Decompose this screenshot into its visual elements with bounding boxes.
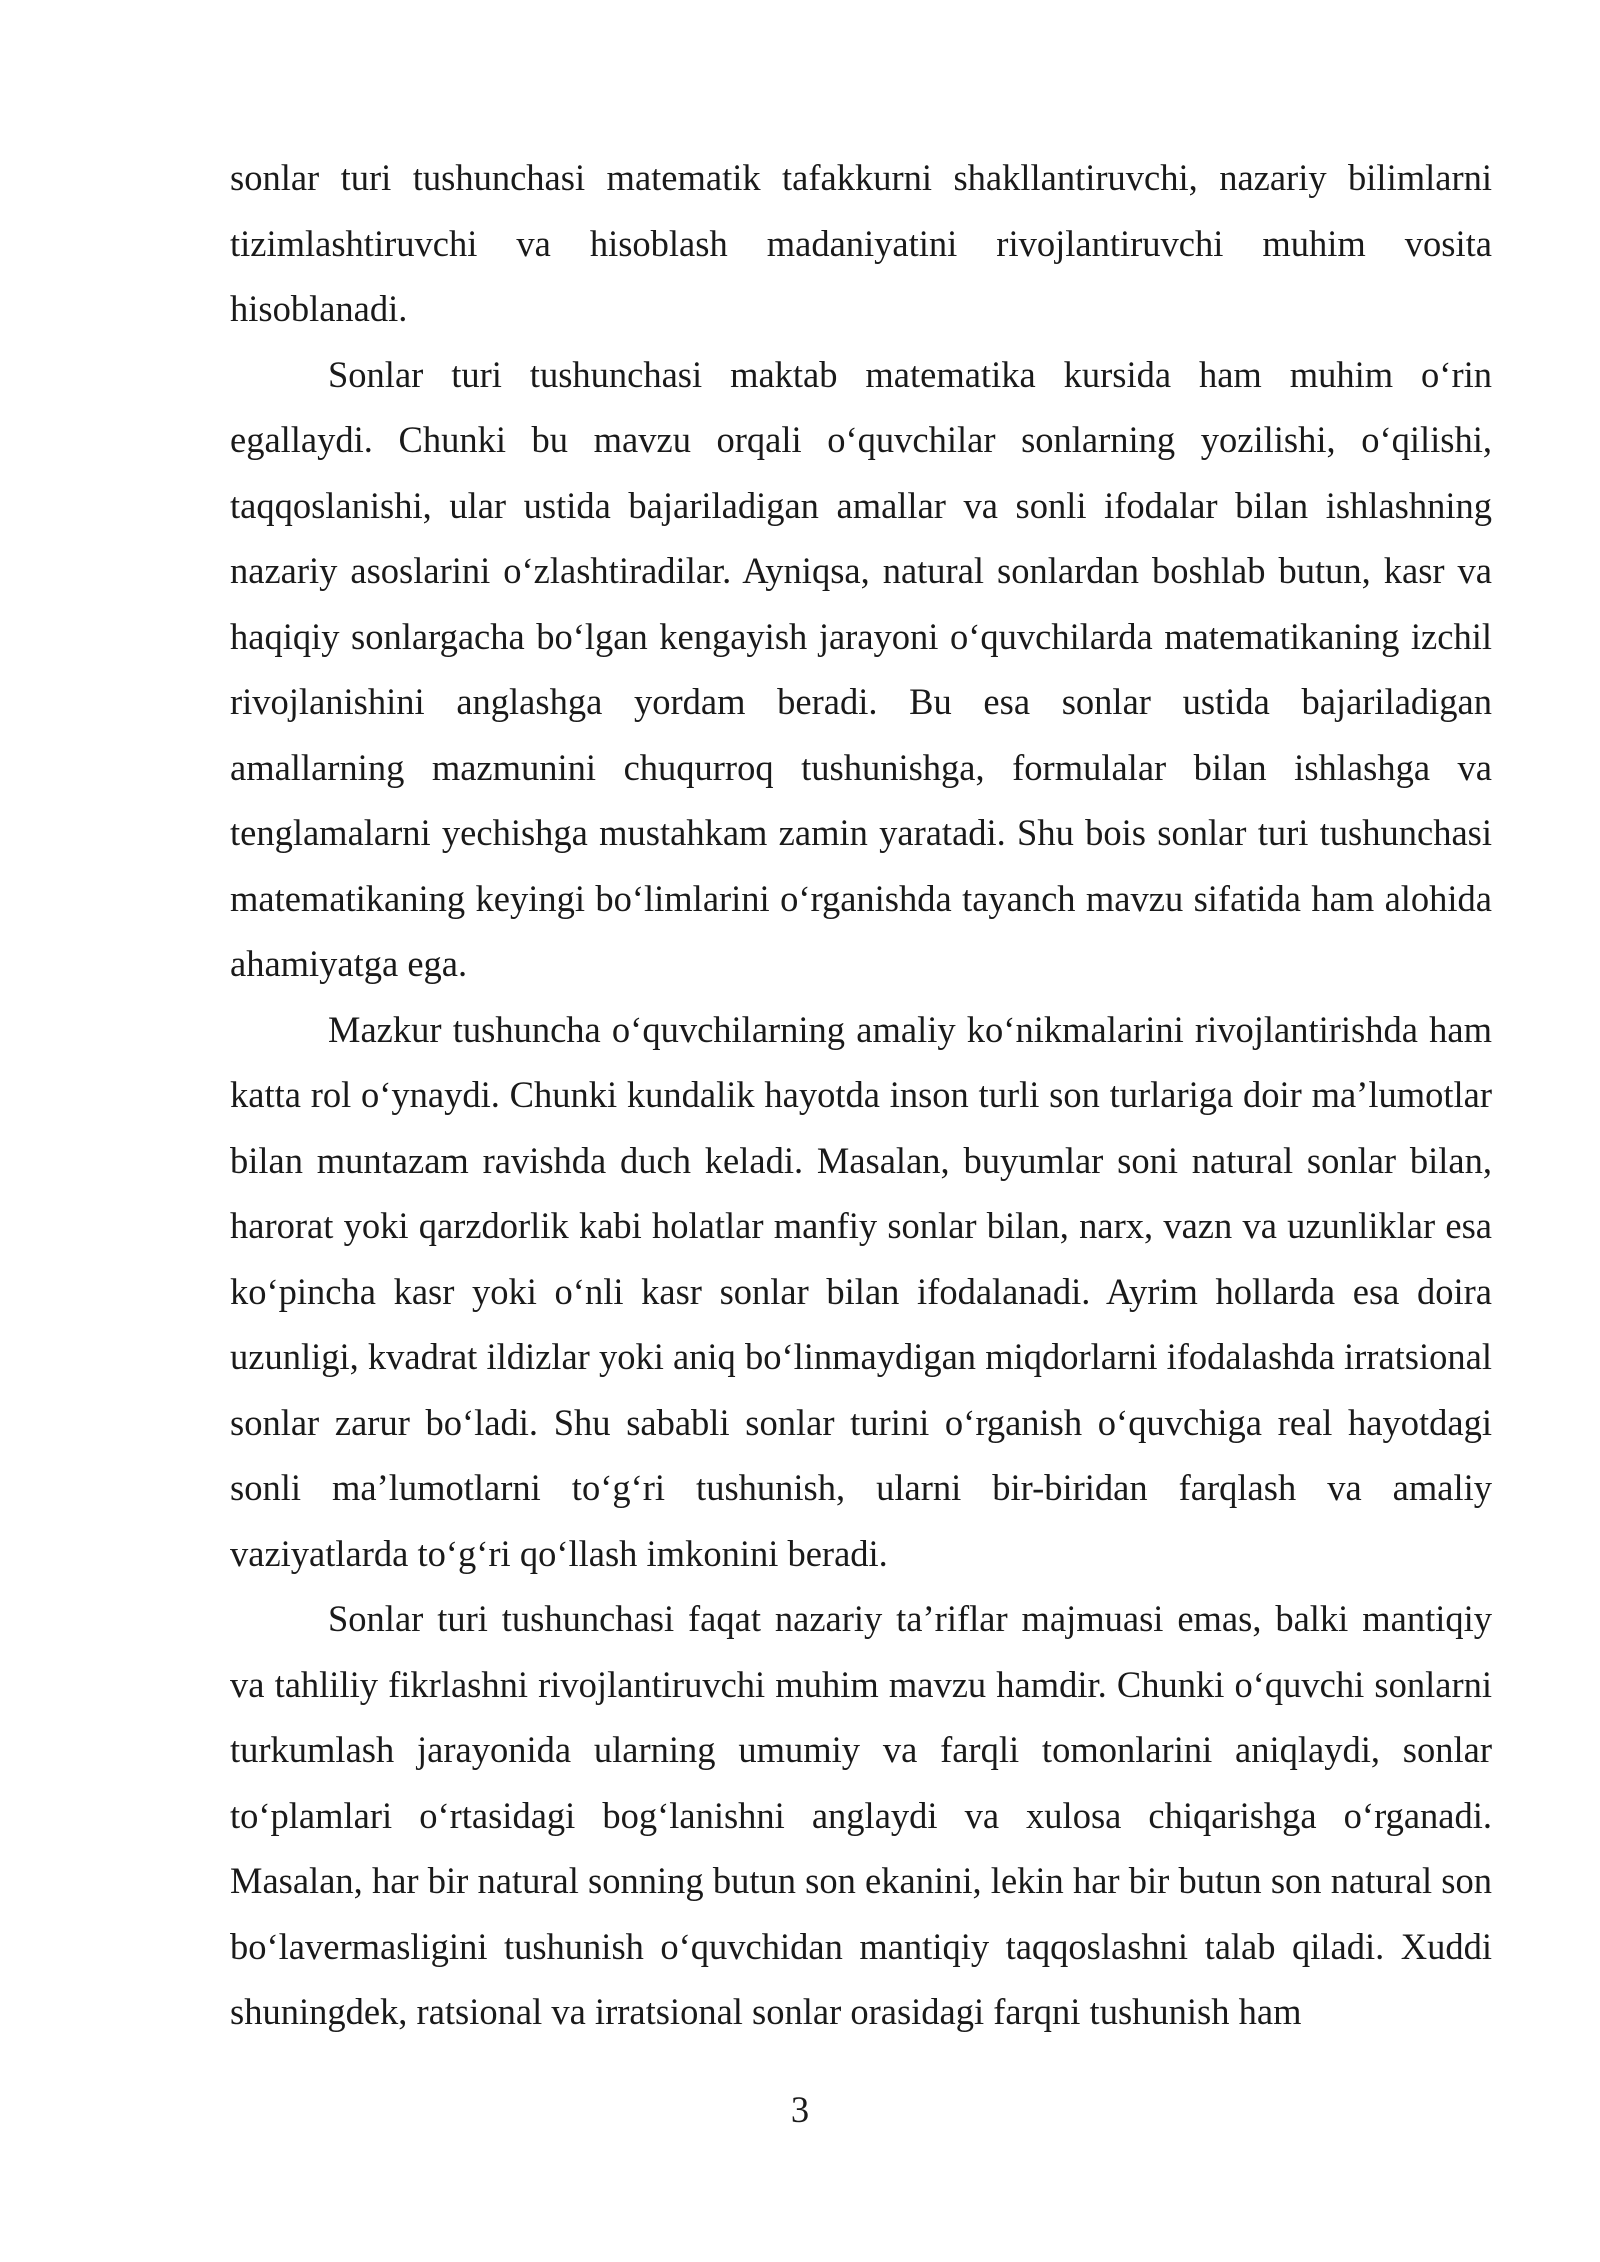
document-page [230, 145, 1492, 2045]
paragraph-2: Sonlar turi tushunchasi maktab matematika kursida ham muhim o‘rin egallaydi. Chunki bu mavzu orqali o‘quvchilar sonlarning yozilishi, o‘qilishi, taqqoslanishi, ular ustida bajariladigan amallar va sonli ifodalar bilan ishlashning nazariy asoslarini o‘zlashtiradilar. Ayniqsa, natural sonlardan boshlab butun, kasr va haqiqiy sonlargacha bo‘lgan kengayish jarayoni o‘quvchilarda matematikaning izchil rivojlanishini anglashga yordam beradi. Bu esa sonlar ustida bajariladigan amallarning mazmunini chuqurroq tushunishga, formulalar bilan ishlashga va tenglamalarni yechishga mustahkam zamin yaratadi. Shu bois sonlar turi tushunchasi matematikaning keyingi bo‘limlarini o‘rganishda tayanch mavzu sifatida ham alohida ahamiyatga ega. [230, 353, 1492, 984]
paragraph-1: sonlar turi tushunchasi matematik tafakkurni shakllantiruvchi, nazariy bilimlarni tizimlashtiruvchi va hisoblash madaniyatini rivojlantiruvchi muhim vosita hisoblanadi. [230, 157, 1492, 329]
paragraph-4: Sonlar turi tushunchasi faqat nazariy ta’riflar majmuasi emas, balki mantiqiy va tahliliy fikrlashni rivojlantiruvchi muhim mavzu hamdir. Chunki o‘quvchi sonlarni turkumlash jarayonida ularning umumiy va farqli tomonlarini aniqlaydi, sonlar to‘plamlari o‘rtasidagi bog‘lanishni anglaydi va xulosa chiqarishga o‘rganadi. Masalan, har bir natural sonning butun son ekanini, lekin har bir butun son natural son bo‘lavermasligini tushunish o‘quvchidan mantiqiy taqqoslashni talab qiladi. Xuddi shuningdek, ratsional va irratsional sonlar orasidagi farqni tushunish ham [230, 1598, 1492, 2032]
paragraph-3: Mazkur tushuncha o‘quvchilarning amaliy ko‘nikmalarini rivojlantirishda ham katta rol o‘ynaydi. Chunki kundalik hayotda inson turli son turlariga doir ma’lumotlar bilan muntazam ravishda duch keladi. Masalan, buyumlar soni natural sonlar bilan, harorat yoki qarzdorlik kabi holatlar manfiy sonlar bilan, narx, vazn va uzunliklar esa ko‘pincha kasr yoki o‘nli kasr sonlar bilan ifodalanadi. Ayrim hollarda esa doira uzunligi, kvadrat ildizlar yoki aniq bo‘linmaydigan miqdorlarni ifodalashda irratsional sonlar zarur bo‘ladi. Shu sababli sonlar turini o‘rganish o‘quvchiga real hayotdagi sonli ma’lumotlarni to‘g‘ri tushunish, ularni bir-biridan farqlash va amaliy vaziyatlarda to‘g‘ri qo‘llash imkonini beradi. [230, 1008, 1492, 1574]
page-number: 3 [790, 2089, 810, 2130]
